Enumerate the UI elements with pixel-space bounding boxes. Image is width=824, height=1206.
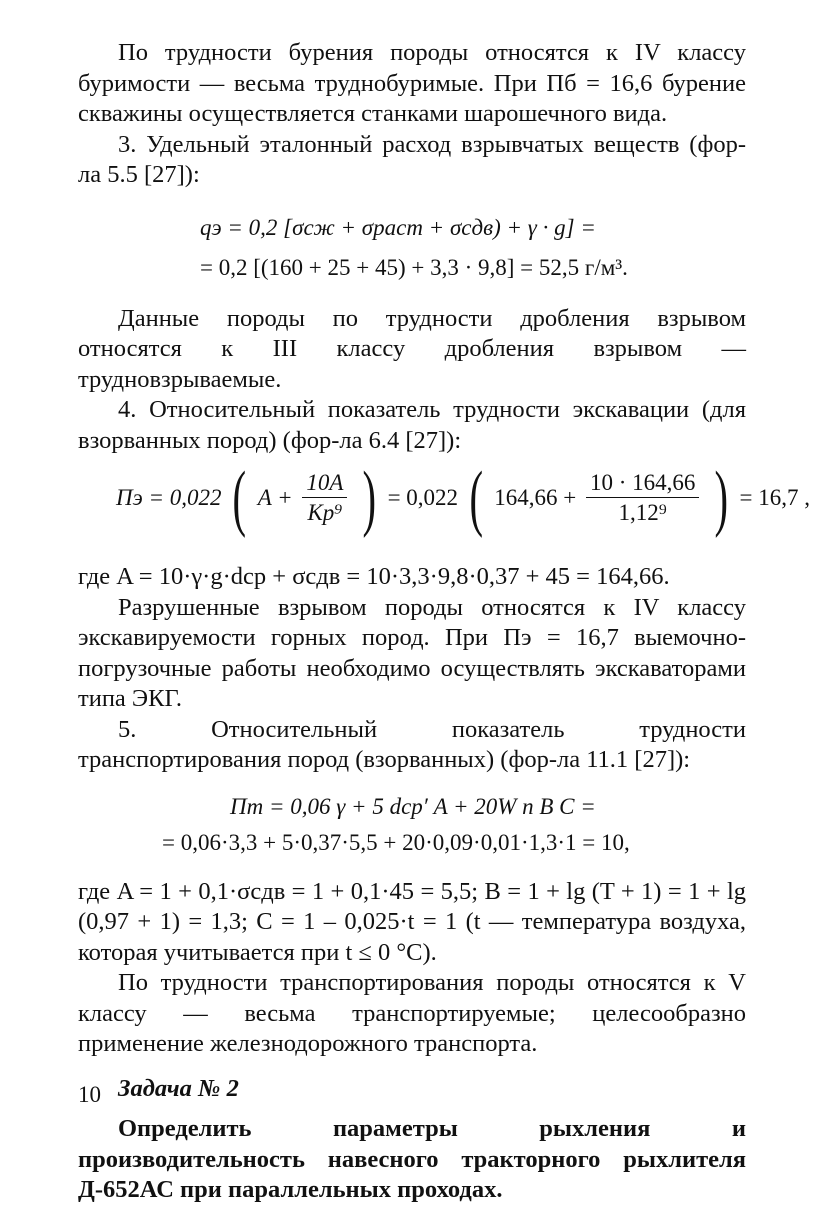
page-number: 10 (78, 1082, 101, 1107)
eq2-a: A + (257, 484, 293, 510)
task-text: Определить параметры рыхления и производительность навесного тракторного рыхлителя Д-652АС при параллельных проходах. (78, 1115, 746, 1203)
paragraph-drilling: По трудности бурения породы относятся к IV классу буримости — весьма труднобуримые. При Пб = 16,6 бурение скважины осуществляется станками шарошечного вида. (78, 39, 746, 127)
fraction-1 (302, 469, 347, 528)
paragraph-transport: 5. Относительный показатель трудности транспортирования пород (взорванных) (фор-ла 11.1 [27]): (78, 715, 746, 773)
fraction-1-numerator: 10A (302, 469, 347, 498)
equation-explosive (200, 213, 746, 284)
paragraph-where-abc: где A = 1 + 0,1·σсдв = 1 + 0,1·45 = 5,5; B = 1 + lg (T + 1) = 1 + lg (0,97 + 1) = 1,3; C = 1 – 0,025·t = 1 (t — температура воздуха, которая учитывается при t ≤ 0 °С). (78, 877, 746, 966)
page-body (78, 38, 810, 1206)
equation-transport (162, 792, 746, 859)
eq2-mid: = 0,022 (387, 484, 459, 510)
equation-excavation (116, 457, 810, 548)
paren-close-2: ) (714, 457, 729, 539)
equation-explosive-line1: qэ = 0,2 [σсж + σраст + σсдв) + γ · g] = (200, 214, 596, 240)
paragraph-transport-class: По трудности транспортирования породы относятся к V классу — весьма транспортируемые; целесообразно применение железнодорожного транспорта. (78, 969, 746, 1057)
paren-open-2: ( (469, 457, 483, 539)
paragraph-excavation-class: Разрушенные взрывом породы относятся к IV классу экскавируемости горных пород. При Пэ = 16,7 выемочно-погрузочные работы необходимо осуществлять экскаваторами типа ЭКГ. (78, 593, 746, 712)
equation-transport-line1: Пт = 0,06 γ + 5 dср′ A + 20W n B C = (230, 793, 596, 819)
eq2-right: = 16,7 , (739, 484, 810, 510)
eq2-value: 164,66 + (494, 484, 577, 510)
paragraph-excavation: 4. Относительный показатель трудности экскавации (для взорванных пород) (фор-ла 6.4 [27]): (78, 396, 746, 454)
paren-open-1: ( (232, 457, 247, 539)
eq2-left: Пэ = 0,022 (116, 484, 222, 510)
paragraph-explosive-rate: 3. Удельный эталонный расход взрывчатых веществ (фор-ла 5.5 [27]): (78, 130, 746, 188)
equation-transport-line2: = 0,06·3,3 + 5·0,37·5,5 + 20·0,09·0,01·1,3·1 = 10, (162, 830, 630, 855)
paren-close-1: ) (362, 457, 377, 539)
equation-explosive-line2: = 0,2 [(160 + 25 + 45) + 3,3 · 9,8] = 52,5 г/м³. (200, 255, 628, 280)
task-title: Задача № 2 (118, 1074, 239, 1102)
fraction-2-numerator: 10 · 164,66 (586, 469, 699, 498)
paragraph-blasting-class: Данные породы по трудности дробления взрывом относятся к III классу дробления взрывом — трудновзрываемые. (78, 304, 746, 393)
paragraph-where-a: где A = 10·γ·g·dср + σсдв = 10·3,3·9,8·0,37 + 45 = 164,66. (78, 563, 670, 590)
fraction-1-denominator: Kр⁹ (307, 499, 343, 525)
fraction-2-denominator: 1,12⁹ (618, 499, 667, 525)
fraction-2 (586, 469, 699, 528)
